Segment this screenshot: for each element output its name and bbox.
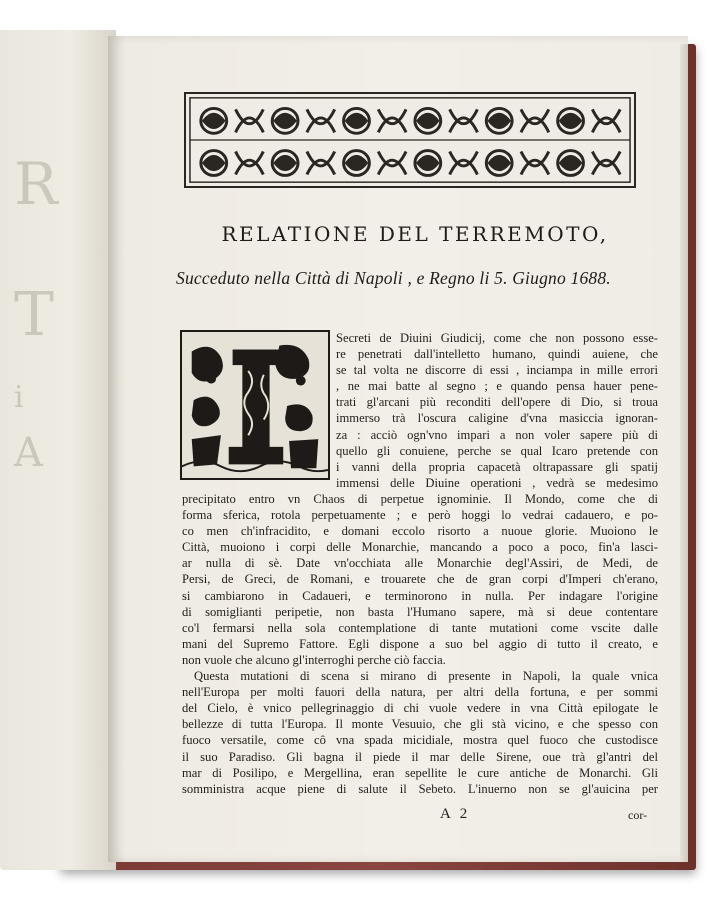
bleed-through-letter: i [14,380,24,415]
text-line: immerso trà l'oscura caligine d'vna masiccia ignoran- [336,411,658,426]
bleed-through-letter: R [14,150,58,218]
text-line: trati gl'arcani più reconditi dell'opere di Dio, si troua [336,395,658,410]
text-line: i vanni della propria capacetà oltrapassare gli spatij [336,459,658,474]
text-line: nell'Europa per molti fauori della natura, per altri della fortuna, e per sommi [182,685,658,700]
text-line: za : acciò ogn'vno impari a non voler sapere più di [336,427,658,442]
catchword: cor- [628,808,648,822]
text-line: Questa mutationi di scena si mirano di presente in Napoli, la quale vnica [194,669,658,684]
text-line: precipitato entro vn Chaos di perpetue ignominie. Il Mondo, come che di [182,492,658,506]
bleed-through-letter: T [14,280,55,350]
text-line: Secreti de Diuini Giudicij, come che non possono esse- [336,331,658,345]
text-line: ar nulla di sè. Date vn'occhiata alle Monarchie degl'Assiri, de Medi, de [182,556,658,571]
ornamental-headpiece [184,92,636,188]
text-line: se tal volta ne discorre di essi , inciampa in mille errori [336,363,658,378]
text-line: bellezze di tutta l'Europa. Il monte Vesuuio, che gli stà vicino, e che spesso con [182,717,658,732]
text-line: quello gli conuiene, perche se qual Icaro pretende con [336,443,658,458]
text-line: mar di Posilipo, e Mergellina, eran sepellite le cure antiche de Monarchi. Gli [182,765,658,780]
text-line: non vuole che alcuno gl'interroghi perche ciò faccia. [182,652,446,667]
text-line: immensi delle Diuine operationi , vedrà se medesimo [336,475,658,490]
woodcut-initial [180,330,330,480]
text-line: re penetrati dall'intelletto humano, quindi auiene, che [336,347,658,362]
facing-page [0,30,116,870]
document-title: RELATIONE DEL TERREMOTO, [221,222,609,246]
text-line: mani del Supremo Fattore. Egli dispone a suo bel aggio di tutto il creato, e [182,636,658,651]
document-subtitle: Succeduto nella Città di Napoli , e Regno li 5. Giugno 1688. [176,268,611,288]
text-block-beside-initial [336,330,658,491]
text-line: somministra acque piene di salute il Sebeto. L'inuerno non se gl'auicina per [182,781,658,796]
page-edges [680,44,688,862]
text-line: , ne mai batte al segno ; e quando pensa hauer pene- [336,379,658,394]
bleed-through-letter: A [14,430,43,476]
text-line: forma sferica, rotola perpetuamente ; e però hoggi lo vedrai cadauero, e po- [182,508,658,523]
text-line: co'l fermarsi nella sola contemplatione di tante mutationi come vscite dalle [182,620,658,635]
text-line: il suo Paradiso. Gli bagna il piede il mar delle Sirene, oue trà gl'antri del [182,749,658,764]
text-line: si cambiarono in Cadaueri, e terminorono in nulla. Per indagare l'origine [182,588,658,603]
signature-mark: A 2 [440,806,471,822]
text-block-full-width [182,491,658,797]
text-line: Città, muoiono i corpi delle Monarchie, mancando a poco a poco, fin'a lasci- [182,540,658,555]
text-line: Persi, de Greci, de Romani, e trouarete che de gran corpi d'Imperi ch'erano, [182,572,658,587]
text-line: del Cielo, è vnico pellegrinaggio di chi vuole vedere in vna Città epilogate le [182,701,658,716]
text-line: di somiglianti peripetie, non basta l'Humano sapere, mà si deue contentare [182,604,658,619]
text-line: co men ch'infracidito, e domani eccolo risorto a nuoue glorie. Muoiono le [182,524,658,539]
text-line: fuoco versatile, come cô vna spada micidiale, mostra quel fuoco che custodisce [182,733,658,748]
